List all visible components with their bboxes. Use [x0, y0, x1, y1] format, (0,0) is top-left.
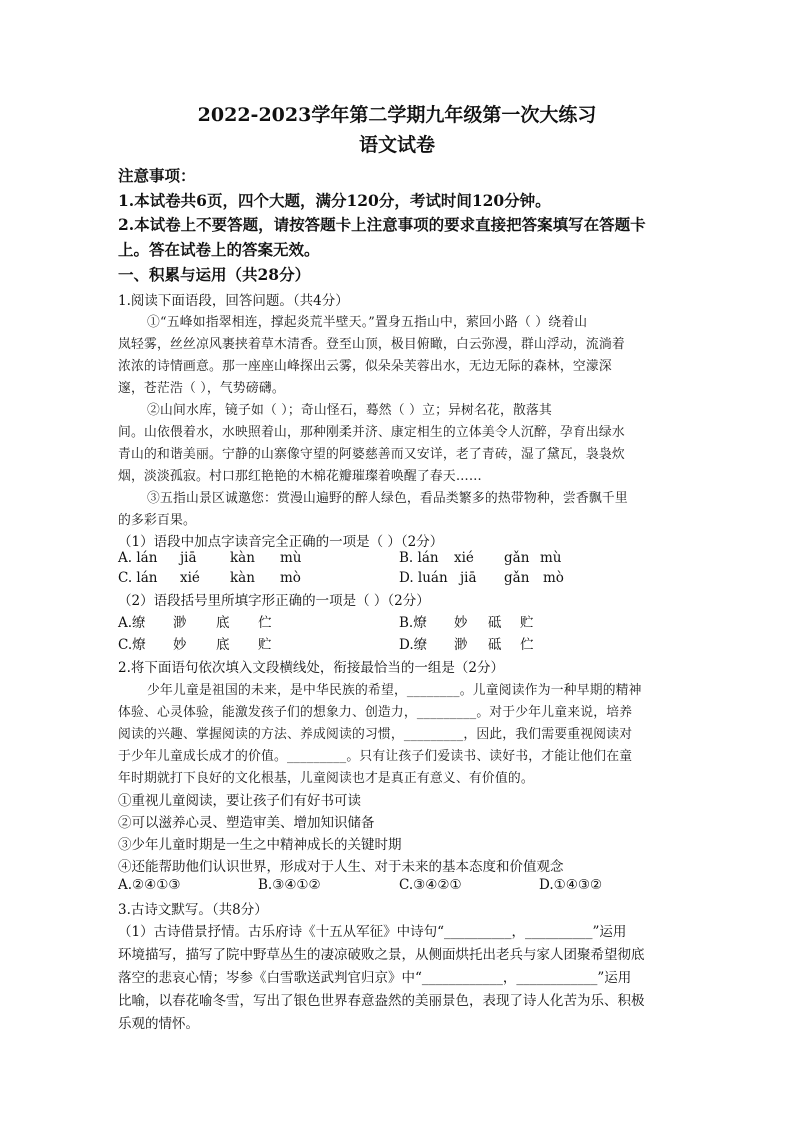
char: 伫 [258, 615, 272, 631]
option-b: B. lán [399, 550, 439, 566]
notice-item-1: 1.本试卷共6页，四个大题，满分120分，考试时间120分钟。 [118, 191, 551, 210]
notice-item-2-line-2: 上。答在试卷上的答案无效。 [118, 240, 320, 259]
q2-passage-line: 阅读的兴趣、掌握阅读的方法、养成阅读的习惯，_________，因此，我们需要重视阅读对 [118, 727, 633, 742]
q2-item: ②可以滋养心灵、塑造审美、增加知识储备 [118, 815, 375, 831]
pinyin: mò [280, 570, 301, 586]
section-1-heading: 一、积累与运用（共28分） [118, 265, 311, 284]
q1-passage-line: 的多彩百果。 [118, 513, 196, 528]
q1-passage-line: 邃，苍茫浩（ ），气势磅礴。 [118, 381, 285, 396]
exam-subtitle: 语文试卷 [358, 134, 435, 156]
pinyin: gǎn [504, 550, 530, 566]
option-a: A.②④①③ [118, 877, 181, 893]
char: 伫 [520, 637, 534, 653]
pinyin: xié [454, 550, 474, 566]
option-b: B.③④①② [258, 877, 321, 893]
question-3-stem: 3.古诗文默写。（共8分） [118, 902, 268, 918]
q2-passage-line: 少年儿童是祖国的未来，是中华民族的希望，________。儿童阅读作为一种早期的精神 [147, 683, 642, 698]
q1-passage-line: 岚轻雾，丝丝凉风裹挟着草木清香。登至山顶，极目俯瞰，白云弥漫，群山浮动，流淌着 [118, 337, 625, 352]
notice-item-2-line-1: 2.本试卷上不要答题，请按答题卡上注意事项的要求直接把答案填写在答题卡 [118, 215, 646, 234]
q2-passage-line: 于少年儿童成长成才的价值。_________。只有让孩子们爱读书、读好书，才能让他们在童 [118, 749, 633, 764]
option-c: C.③④②① [399, 877, 462, 893]
q3-text-line: 比喻，以春花喻冬雪，写出了银色世界春意盎然的美丽景色，表现了诗人化苦为乐、积极 [118, 993, 645, 1009]
char: 渺 [454, 637, 468, 653]
pinyin: jiā [460, 570, 477, 586]
q1-passage-line: ①“五峰如指翠相连，撑起炎荒半壁天。”置身五指山中，萦回小路（ ）绕着山 [147, 315, 588, 330]
option-d: D.缭 [399, 637, 428, 653]
char: 底 [216, 637, 230, 653]
char: 底 [216, 615, 230, 631]
char: 妙 [173, 637, 187, 653]
question-2-stem: 2.将下面语句依次填入文段横线处，衔接最恰当的一组是（2分） [118, 660, 504, 676]
q2-passage-line: 年时期就打下良好的文化根基，儿童阅读也才是真正有意义、有价值的。 [118, 771, 534, 786]
q1-sub-question-1: （1）语段中加点字读音完全正确的一项是（ ）（2分） [118, 534, 444, 550]
exam-title: 2022-2023学年第二学期九年级第一次大练习 [197, 104, 597, 126]
question-1-stem: 1.阅读下面语段，回答问题。（共4分） [118, 293, 349, 309]
char: 渺 [173, 615, 187, 631]
q2-passage-line: 体验、心灵体验，能激发孩子们的想象力、创造力，_________。对于少年儿童来说，培养 [118, 705, 633, 720]
option-c: C.燎 [118, 637, 146, 653]
char: 贮 [258, 637, 272, 653]
char: 砥 [488, 637, 502, 653]
char: 砥 [488, 615, 502, 631]
option-a: A. lán [118, 550, 158, 566]
option-c: C. lán [118, 570, 158, 586]
q1-sub-question-2: （2）语段括号里所填字形正确的一项是（ ）（2分） [118, 593, 430, 609]
q2-item: ④还能帮助他们认识世界，形成对于人生、对于未来的基本态度和价值观念 [118, 859, 564, 875]
char: 贮 [520, 615, 534, 631]
notice-heading: 注意事项： [118, 166, 196, 185]
option-a: A.缭 [118, 615, 146, 631]
q1-passage-line: ②山间水库，镜子如（ ）；奇山怪石，蓦然（ ）立；异树名花，散落其 [147, 403, 553, 418]
pinyin: xié [180, 570, 200, 586]
q1-passage-line: 烟，淡淡孤寂。村口那红艳艳的木棉花瓣璀璨着唤醒了春天…… [118, 469, 482, 484]
q3-text-line: 落空的悲哀心情；岑参《白雪歌送武判官归京》中“____________，____________”运用 [118, 970, 632, 986]
pinyin: gǎn [504, 570, 530, 586]
q1-passage-line: ③五指山景区诚邀您：赏漫山遍野的醉人绿色，看品类繁多的热带物种，尝香飘千里 [147, 491, 628, 506]
q3-text-line: （1）古诗借景抒情。古乐府诗《十五从军征》中诗句“__________，__________”运用 [118, 924, 627, 940]
char: 妙 [454, 615, 468, 631]
pinyin: kàn [230, 550, 255, 566]
q1-passage-line: 间。山依偎着水，水映照着山，那种刚柔并济、康定相生的立体美令人沉醉，孕育出绿水 [118, 425, 625, 440]
option-d: D.①④③② [539, 877, 603, 893]
pinyin: kàn [230, 570, 255, 586]
q2-item: ③少年儿童时期是一生之中精神成长的关键时期 [118, 837, 402, 853]
q1-passage-line: 浓浓的诗情画意。那一座座山峰探出云雾，似朵朵芙蓉出水，无边无际的森林，空濛深 [118, 359, 612, 374]
option-d: D. luán [399, 570, 448, 586]
q3-text-line: 环境描写，描写了院中野草丛生的凄凉破败之景，从侧面烘托出老兵与家人团聚希望彻底 [118, 947, 645, 963]
q2-item: ①重视儿童阅读，要让孩子们有好书可读 [118, 793, 361, 809]
pinyin: mù [280, 550, 302, 566]
pinyin: mò [543, 570, 564, 586]
option-b: B.燎 [399, 615, 427, 631]
pinyin: jiā [180, 550, 197, 566]
q1-passage-line: 青山的和谐美丽。宁静的山寨像守望的阿婆慈善而又安详，老了青砖，湿了黛瓦，袅袅炊 [118, 447, 625, 462]
pinyin: mù [540, 550, 562, 566]
q3-text-line: 乐观的情怀。 [118, 1016, 199, 1032]
